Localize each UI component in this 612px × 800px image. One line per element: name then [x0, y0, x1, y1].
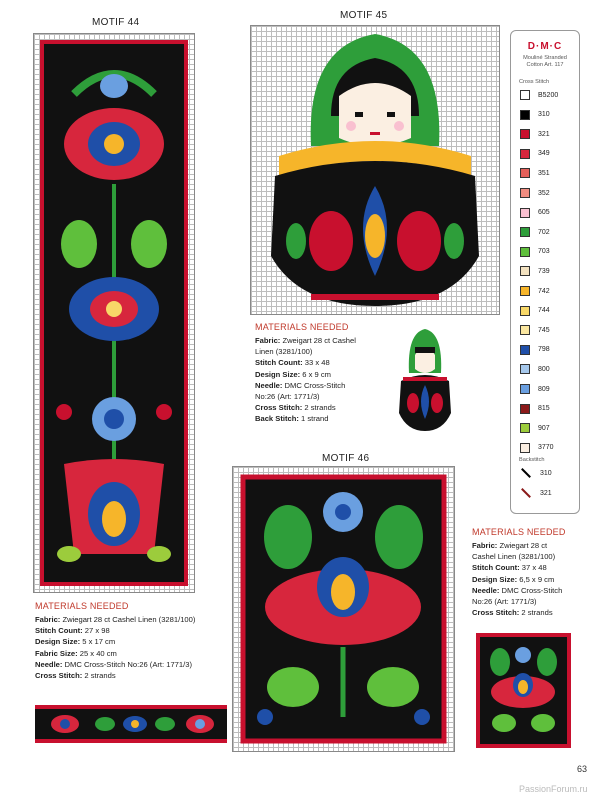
motif-44-flower-1: [64, 74, 164, 180]
materials-value: No:26 (Art: 1771/3): [472, 597, 537, 607]
materials-label: Fabric:: [472, 541, 498, 550]
materials-label: Cross Stitch:: [255, 403, 303, 413]
color-code: 800: [538, 365, 550, 373]
materials-line: [35, 648, 235, 659]
materials-label: Cross Stitch:: [472, 608, 520, 618]
color-swatch: [520, 227, 530, 237]
key-row: [520, 109, 550, 121]
backstitch-code: 321: [540, 489, 552, 497]
materials-line: [255, 369, 395, 380]
key-row: [520, 167, 550, 179]
color-swatch: [520, 149, 530, 159]
materials-label: Cross Stitch:: [35, 671, 83, 681]
key-row: [520, 324, 550, 336]
materials-line: [255, 402, 395, 413]
materials-44: [35, 601, 235, 681]
materials-value: DMC Cross-Stitch: [499, 585, 563, 595]
materials-value: Cashel Linen (3281/100): [472, 552, 556, 562]
materials-label: Needle:: [255, 380, 283, 390]
key-row: [520, 285, 550, 297]
motif-44-flower-4: [57, 459, 171, 562]
color-code: 605: [538, 209, 550, 217]
materials-line: [255, 335, 395, 346]
materials-line: [35, 636, 235, 647]
materials-value: DMC Cross-Stitch: [282, 380, 346, 390]
color-swatch: [520, 110, 530, 120]
materials-label: Stitch Count:: [35, 626, 83, 636]
color-code: 351: [538, 169, 550, 177]
color-swatch: [520, 208, 530, 218]
motif-44-flower-2: [69, 277, 159, 341]
materials-45: [255, 322, 395, 425]
key-row: [520, 383, 550, 395]
materials-line: [472, 574, 602, 585]
key-row: [520, 226, 550, 238]
color-swatch: [520, 345, 530, 355]
materials-value: Linen (3281/100): [255, 347, 313, 357]
color-swatch: [520, 247, 530, 257]
key-row: [520, 128, 550, 140]
color-code: 744: [538, 307, 550, 315]
materials-45-list: [255, 335, 395, 425]
dmc-logo: D·M·C: [527, 41, 563, 52]
materials-line: [35, 625, 235, 636]
color-code: 3770: [538, 444, 554, 452]
materials-line: [255, 391, 395, 402]
key-row: [520, 187, 550, 199]
materials-value: 37 x 48: [519, 563, 547, 573]
backstitch-code: 310: [540, 469, 552, 477]
color-code: 809: [538, 385, 550, 393]
materials-line: [472, 607, 602, 618]
color-code: 321: [538, 130, 550, 138]
materials-46: [472, 527, 602, 618]
motif-46-photo: [476, 633, 571, 748]
key-subtitle-1: Mouliné Stranded: [523, 55, 567, 61]
motif-44-photo: [35, 705, 227, 743]
motif-46-title: MOTIF 46: [322, 453, 370, 464]
color-swatch: [520, 384, 530, 394]
motif-46-chart: [232, 466, 455, 752]
materials-value: 27 x 98: [82, 626, 110, 636]
materials-value: Zwiegart 28 ct: [497, 541, 548, 550]
materials-line: [35, 670, 235, 681]
color-swatch: [520, 404, 530, 414]
color-code: B5200: [538, 91, 559, 99]
materials-value: 2 strands: [519, 608, 553, 618]
key-row: [520, 305, 550, 317]
key-row: [520, 89, 558, 101]
materials-value: 6 x 9 cm: [300, 369, 331, 379]
materials-line: [472, 585, 602, 596]
materials-value: Zweigart 28 ct Cashel: [280, 336, 356, 345]
backstitch-line: [521, 488, 531, 498]
materials-label: Design Size:: [255, 369, 301, 379]
key-row: [520, 363, 550, 375]
materials-value: 25 x 40 cm: [77, 648, 117, 658]
materials-value: 2 strands: [82, 671, 116, 681]
color-swatch: [520, 443, 530, 453]
materials-label: Fabric Size:: [35, 648, 78, 658]
materials-line: [472, 551, 602, 562]
materials-value: Zwiegart 28 ct Cashel Linen (3281/100): [60, 615, 196, 624]
materials-label: Needle:: [472, 585, 500, 595]
materials-44-heading: MATERIALS NEEDED: [35, 601, 129, 611]
materials-46-list: [472, 540, 602, 618]
color-swatch: [520, 266, 530, 276]
materials-value: 6,5 x 9 cm: [517, 574, 555, 584]
materials-line: [255, 413, 395, 424]
materials-label: Needle:: [35, 659, 63, 669]
materials-value: 1 strand: [298, 414, 329, 424]
color-code: 907: [538, 424, 550, 432]
materials-label: Stitch Count:: [472, 563, 520, 573]
color-code: 310: [538, 111, 550, 119]
materials-line: [255, 380, 395, 391]
color-code: 745: [538, 326, 550, 334]
materials-value: 33 x 48: [302, 358, 330, 368]
materials-label: Design Size:: [472, 574, 518, 584]
color-code: 742: [538, 287, 550, 295]
key-row: [520, 403, 550, 415]
key-row: [520, 344, 550, 356]
materials-line: [35, 614, 235, 625]
motif-45-photo: [395, 325, 455, 435]
color-swatch: [520, 90, 530, 100]
color-code: 815: [538, 405, 550, 413]
materials-label: Design Size:: [35, 637, 81, 647]
materials-45-heading: MATERIALS NEEDED: [255, 322, 349, 332]
watermark: PassionForum.ru: [519, 784, 588, 794]
color-swatch: [520, 306, 530, 316]
cross-stitch-label: Cross Stitch: [519, 79, 550, 85]
key-row: [520, 246, 550, 258]
color-swatch: [520, 286, 530, 296]
page-number: 63: [577, 764, 588, 774]
materials-label: Stitch Count:: [255, 358, 303, 368]
key-row: [520, 422, 550, 434]
materials-line: [472, 596, 602, 607]
materials-value: 2 strands: [302, 403, 336, 413]
color-code: 349: [538, 150, 550, 158]
materials-label: Fabric:: [255, 336, 281, 345]
materials-line: [472, 562, 602, 573]
color-key: [510, 30, 580, 514]
backstitch-row: [520, 467, 552, 479]
color-swatch: [520, 364, 530, 374]
color-swatch: [520, 423, 530, 433]
key-row: [520, 442, 554, 454]
materials-line: [472, 540, 602, 551]
materials-line: [255, 357, 395, 368]
color-code: 798: [538, 346, 550, 354]
materials-46-heading: MATERIALS NEEDED: [472, 527, 566, 537]
color-swatch: [520, 188, 530, 198]
materials-label: Fabric:: [35, 615, 61, 624]
backstitch-row: [520, 487, 552, 499]
color-swatch: [520, 325, 530, 335]
color-code: 739: [538, 267, 550, 275]
motif-45-chart: [250, 25, 500, 315]
materials-44-list: [35, 614, 235, 681]
backstitch-line: [521, 468, 531, 478]
materials-value: No:26 (Art: 1771/3): [255, 392, 320, 402]
key-row: [520, 265, 550, 277]
motif-44-chart: [33, 33, 195, 593]
key-row: [520, 207, 550, 219]
color-swatch: [520, 168, 530, 178]
color-swatch: [520, 129, 530, 139]
key-subtitle-2: Cotton Art. 117: [526, 62, 564, 68]
materials-value: DMC Cross-Stitch No:26 (Art: 1771/3): [62, 659, 192, 669]
backstitch-label: Backstitch: [519, 457, 545, 463]
key-row: [520, 148, 550, 160]
color-code: 703: [538, 248, 550, 256]
motif-44-title: MOTIF 44: [92, 17, 140, 28]
motif-45-title: MOTIF 45: [340, 10, 388, 21]
materials-line: [255, 346, 395, 357]
materials-value: 5 x 17 cm: [80, 637, 116, 647]
materials-label: Back Stitch:: [255, 414, 299, 424]
color-code: 352: [538, 189, 550, 197]
color-code: 702: [538, 228, 550, 236]
materials-line: [35, 659, 235, 670]
